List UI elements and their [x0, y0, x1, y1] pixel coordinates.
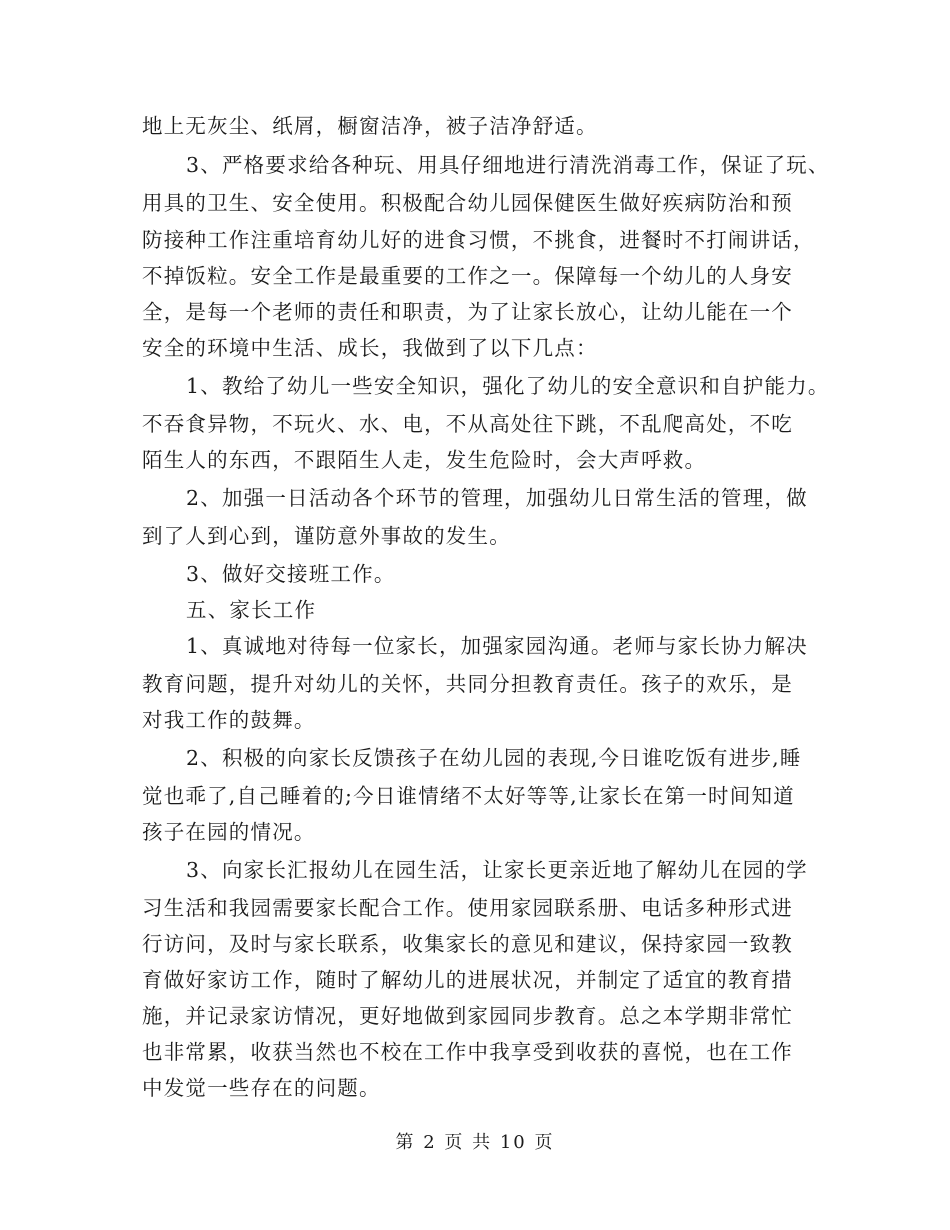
text-line: 育做好家访工作，随时了解幼儿的进展状况，并制定了适宜的教育措: [142, 968, 793, 992]
text-line: 3、严格要求给各种玩、用具仔细地进行清洗消毒工作，保证了玩、: [186, 153, 830, 177]
text-line: 孩子在园的情况。: [142, 820, 316, 844]
text-line: 对我工作的鼓舞。: [142, 708, 316, 732]
text-line: 2、积极的向家长反馈孩子在幼儿园的表现,今日谁吃饭有进步,睡: [186, 746, 802, 770]
text-line: 到了人到心到，谨防意外事故的发生。: [142, 524, 511, 548]
text-line: 1、真诚地对待每一位家长，加强家园沟通。老师与家长协力解决: [186, 634, 808, 658]
text-line: 施，并记录家访情况，更好地做到家园同步教育。总之本学期非常忙: [142, 1004, 793, 1028]
text-line: 防接种工作注重培育幼儿好的进食习惯，不挑食，进餐时不打闹讲话，: [142, 228, 815, 252]
text-line: 地上无灰尘、纸屑，橱窗洁净，被子洁净舒适。: [142, 114, 598, 138]
text-line: 陌生人的东西，不跟陌生人走，发生危险时，会大声呼救。: [142, 448, 707, 472]
text-line: 行访问，及时与家长联系，收集家长的意见和建议，保持家园一致教: [142, 932, 793, 956]
text-line: 觉也乖了,自己睡着的;今日谁情绪不太好等等,让家长在第一时间知道: [142, 784, 795, 808]
section-heading: 五、家长工作: [186, 598, 317, 622]
text-line: 教育问题，提升对幼儿的关怀，共同分担教育责任。孩子的欢乐，是: [142, 672, 793, 696]
page-number-footer: 第 2 页 共 10 页: [395, 1132, 555, 1153]
text-line: 不吞食异物，不玩火、水、电，不从高处往下跳，不乱爬高处，不吃: [142, 412, 793, 436]
text-line: 中发觉一些存在的问题。: [142, 1076, 381, 1100]
text-line: 用具的卫生、安全使用。积极配合幼儿园保健医生做好疾病防治和预: [142, 191, 793, 215]
text-line: 3、做好交接班工作。: [186, 562, 396, 586]
text-line: 3、向家长汇报幼儿在园生活，让家长更亲近地了解幼儿在园的学: [186, 858, 808, 882]
text-line: 不掉饭粒。安全工作是最重要的工作之一。保障每一个幼儿的人身安: [142, 264, 793, 288]
text-line: 安全的环境中生活、成长，我做到了以下几点：: [142, 336, 598, 360]
text-line: 1、教给了幼儿一些安全知识，强化了幼儿的安全意识和自护能力。: [186, 374, 830, 398]
text-line: 习生活和我园需要家长配合工作。使用家园联系册、电话多种形式进: [142, 896, 793, 920]
text-line: 2、加强一日活动各个环节的管理，加强幼儿日常生活的管理，做: [186, 486, 808, 510]
text-line: 也非常累，收获当然也不校在工作中我享受到收获的喜悦，也在工作: [142, 1040, 793, 1064]
text-line: 全，是每一个老师的责任和职责，为了让家长放心，让幼儿能在一个: [142, 300, 793, 324]
